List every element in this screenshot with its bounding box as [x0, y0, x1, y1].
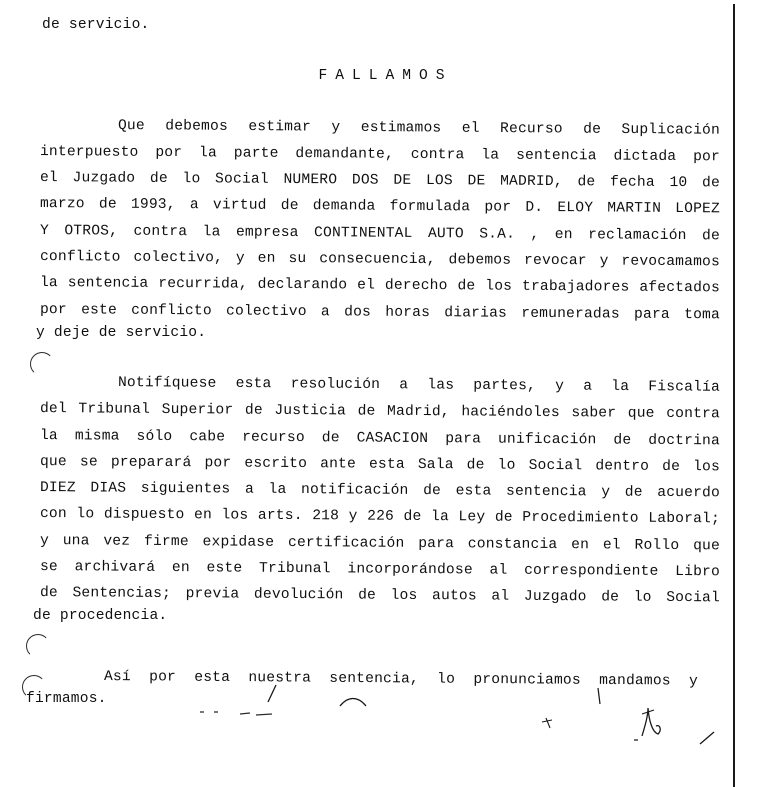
paragraph2-line: de Sentencias; previa devolución de los autos al Juzgado de lo Social [39, 585, 721, 607]
paragraph1-line: marzo de 1993, a virtud de demanda formulada por D. ELOY MARTIN LOPEZ [39, 196, 721, 218]
heading-fallamos: FALLAMOS [318, 68, 453, 84]
signatures-image [190, 680, 730, 760]
paragraph1-line: el Juzgado de lo Social NUMERO DOS DE LOS DE MADRID, de fecha 10 de [39, 170, 721, 192]
paragraph2-line: Notifíquese esta resolución a las partes, y a la Fiscalía [117, 375, 721, 396]
paragraph2-line: del Tribunal Superior de Justicia de Madrid, haciéndoles saber que contra [39, 401, 721, 423]
paragraph2-line: y una vez firme expidase certificación para constancia en el Rollo que [39, 533, 721, 555]
paragraph1-line: Y OTROS, contra la empresa CONTINENTAL AUTO S.A. , en reclamación de [39, 223, 721, 245]
paragraph2-line: que se preparará por escrito ante esta Sala de lo Social dentro de los [39, 454, 721, 476]
paragraph1-line: y deje de servicio. [36, 325, 207, 341]
paragraph3-line: Así por esta nuestra sentencia, lo pronunciamos mandamos y [103, 669, 699, 690]
punch-hole-mark [26, 634, 50, 658]
paragraph3-line: firmamos. [26, 691, 107, 707]
paragraph2-line: se archivará en este Tribunal incorporándose al correspondiente Libro [39, 559, 721, 581]
top-fragment: de servicio. [42, 17, 150, 33]
page-edge-rule [733, 4, 735, 787]
paragraph2-line: de procedencia. [33, 608, 168, 624]
paragraph1-line: conflicto colectivo, y en su consecuencia, debemos revocar y revocamamos [39, 249, 721, 271]
paragraph2-line: con lo dispuesto en los arts. 218 y 226 de la Ley de Procedimiento Laboral; [39, 506, 721, 528]
punch-hole-mark [22, 675, 46, 699]
paragraph1-line: interpuesto por la parte demandante, contra la sentencia dictada por [39, 144, 721, 166]
paragraph1-line: la sentencia recurrida, declarando el derecho de los trabajadores afectados [39, 275, 721, 297]
paragraph1-line: por este conflicto colectivo a dos horas diarias remuneradas para toma [39, 302, 721, 324]
paragraph2-line: DIEZ DIAS siguientes a la notificación de esta sentencia y de acuerdo [39, 480, 721, 502]
paragraph2-line: la misma sólo cabe recurso de CASACION para unificación de doctrina [39, 428, 721, 450]
punch-hole-mark [30, 352, 54, 376]
paragraph1-line: Que debemos estimar y estimamos el Recurso de Suplicación [117, 118, 721, 139]
